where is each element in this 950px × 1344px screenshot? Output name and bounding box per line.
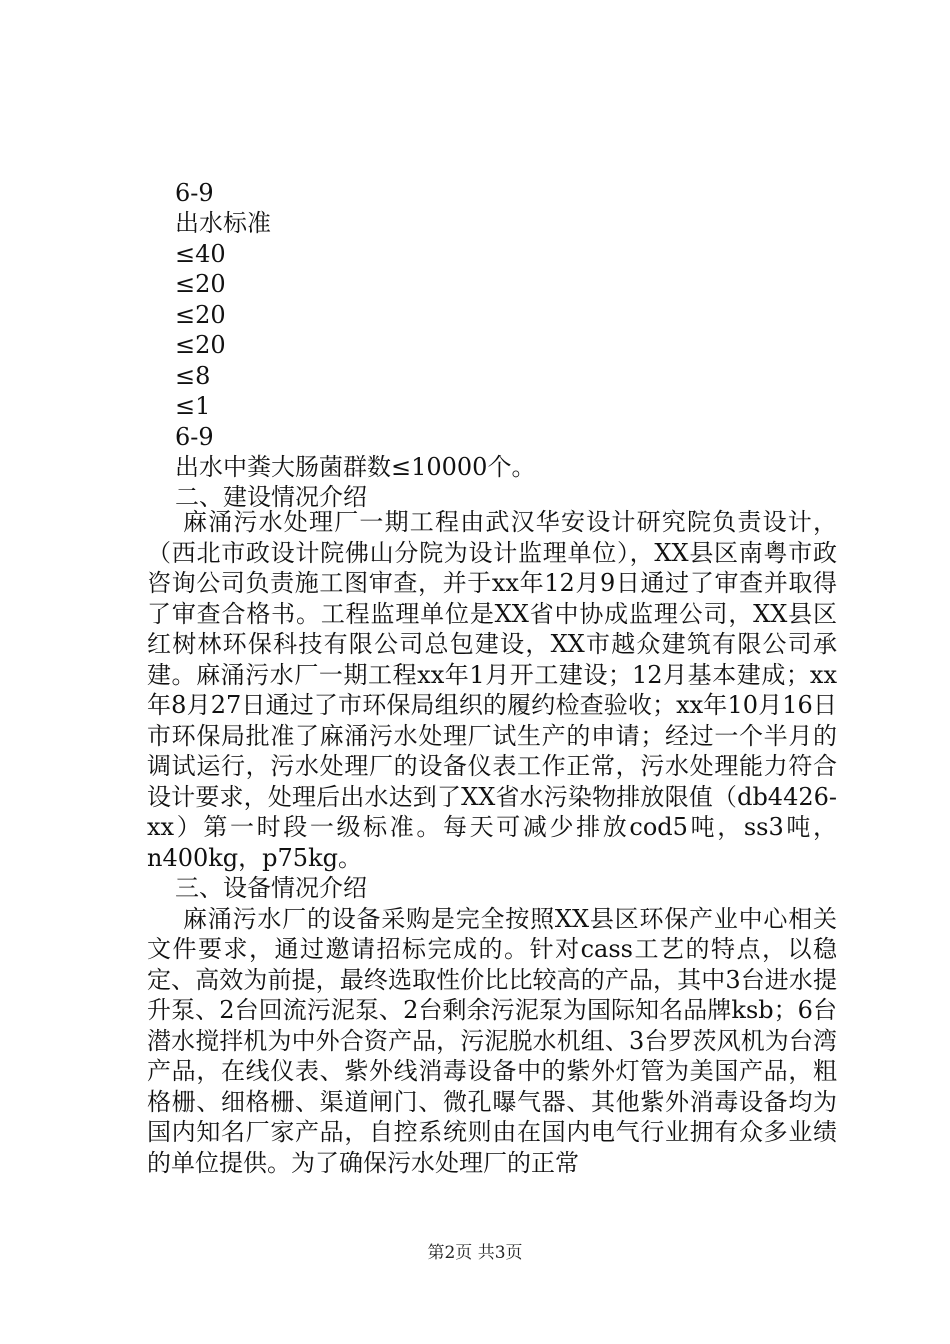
standard-value-line: ≤1	[175, 392, 211, 420]
standard-value-line: ≤20	[175, 301, 226, 329]
ph-value-line: 6-9	[175, 179, 214, 207]
standard-value-line: ≤20	[175, 331, 226, 359]
construction-paragraph: 麻涌污水处理厂一期工程由武汉华安设计研究院负责设计，（西北市政设计院佛山分院为设计监理单位），XX县区南粤市政咨询公司负责施工图审查，并于xx年12月9日通过了审查并取得了审查合格书。工程监理单位是XX省中协成监理公司，XX县区红树林环保科技有限公司总包建设，XX市越众建筑有限公司承建。麻涌污水厂一期工程xx年1月开工建设；12月基本建成；xx年8月27日通过了市环保局组织的履约检查验收；xx年10月16日市环保局批准了麻涌污水处理厂试生产的申请；经过一个半月的调试运行，污水处理厂的设备仪表工作正常，污水处理能力符合设计要求，处理后出水达到了XX省水污染物排放限值（db4426-xx）第一时段一级标准。每天可减少排放cod5吨，ss3吨，n400kg，p75kg。	[147, 508, 837, 872]
standard-value-line: ≤8	[175, 362, 211, 390]
body-text-block	[147, 507, 837, 1178]
standard-value-line: ≤20	[175, 270, 226, 298]
section-heading-construction: 二、建设情况介绍	[175, 483, 367, 511]
section-heading-equipment: 三、设备情况介绍	[175, 874, 367, 902]
coliform-standard-line: 出水中粪大肠菌群数≤10000个。	[175, 453, 536, 481]
equipment-paragraph: 麻涌污水厂的设备采购是完全按照XX县区环保产业中心相关文件要求，通过邀请招标完成的。针对cass工艺的特点，以稳定、高效为前提，最终选取性价比比较高的产品，其中3台进水提升泵、2台回流污泥泵、2台剩余污泥泵为国际知名品牌ksb；6台潜水搅拌机为中外合资产品，污泥脱水机组、3台罗茨风机为台湾产品，在线仪表、紫外线消毒设备中的紫外灯管为美国产品，粗格栅、细格栅、渠道闸门、微孔曝气器、其他紫外消毒设备均为国内知名厂家产品，自控系统则由在国内电气行业拥有众多业绩的单位提供。为了确保污水处理厂的正常	[147, 904, 837, 1177]
ph-value-line: 6-9	[175, 423, 214, 451]
page-footer: 第2页 共3页	[427, 1243, 523, 1263]
effluent-standard-label: 出水标准	[175, 209, 271, 237]
standard-value-line: ≤40	[175, 240, 226, 268]
